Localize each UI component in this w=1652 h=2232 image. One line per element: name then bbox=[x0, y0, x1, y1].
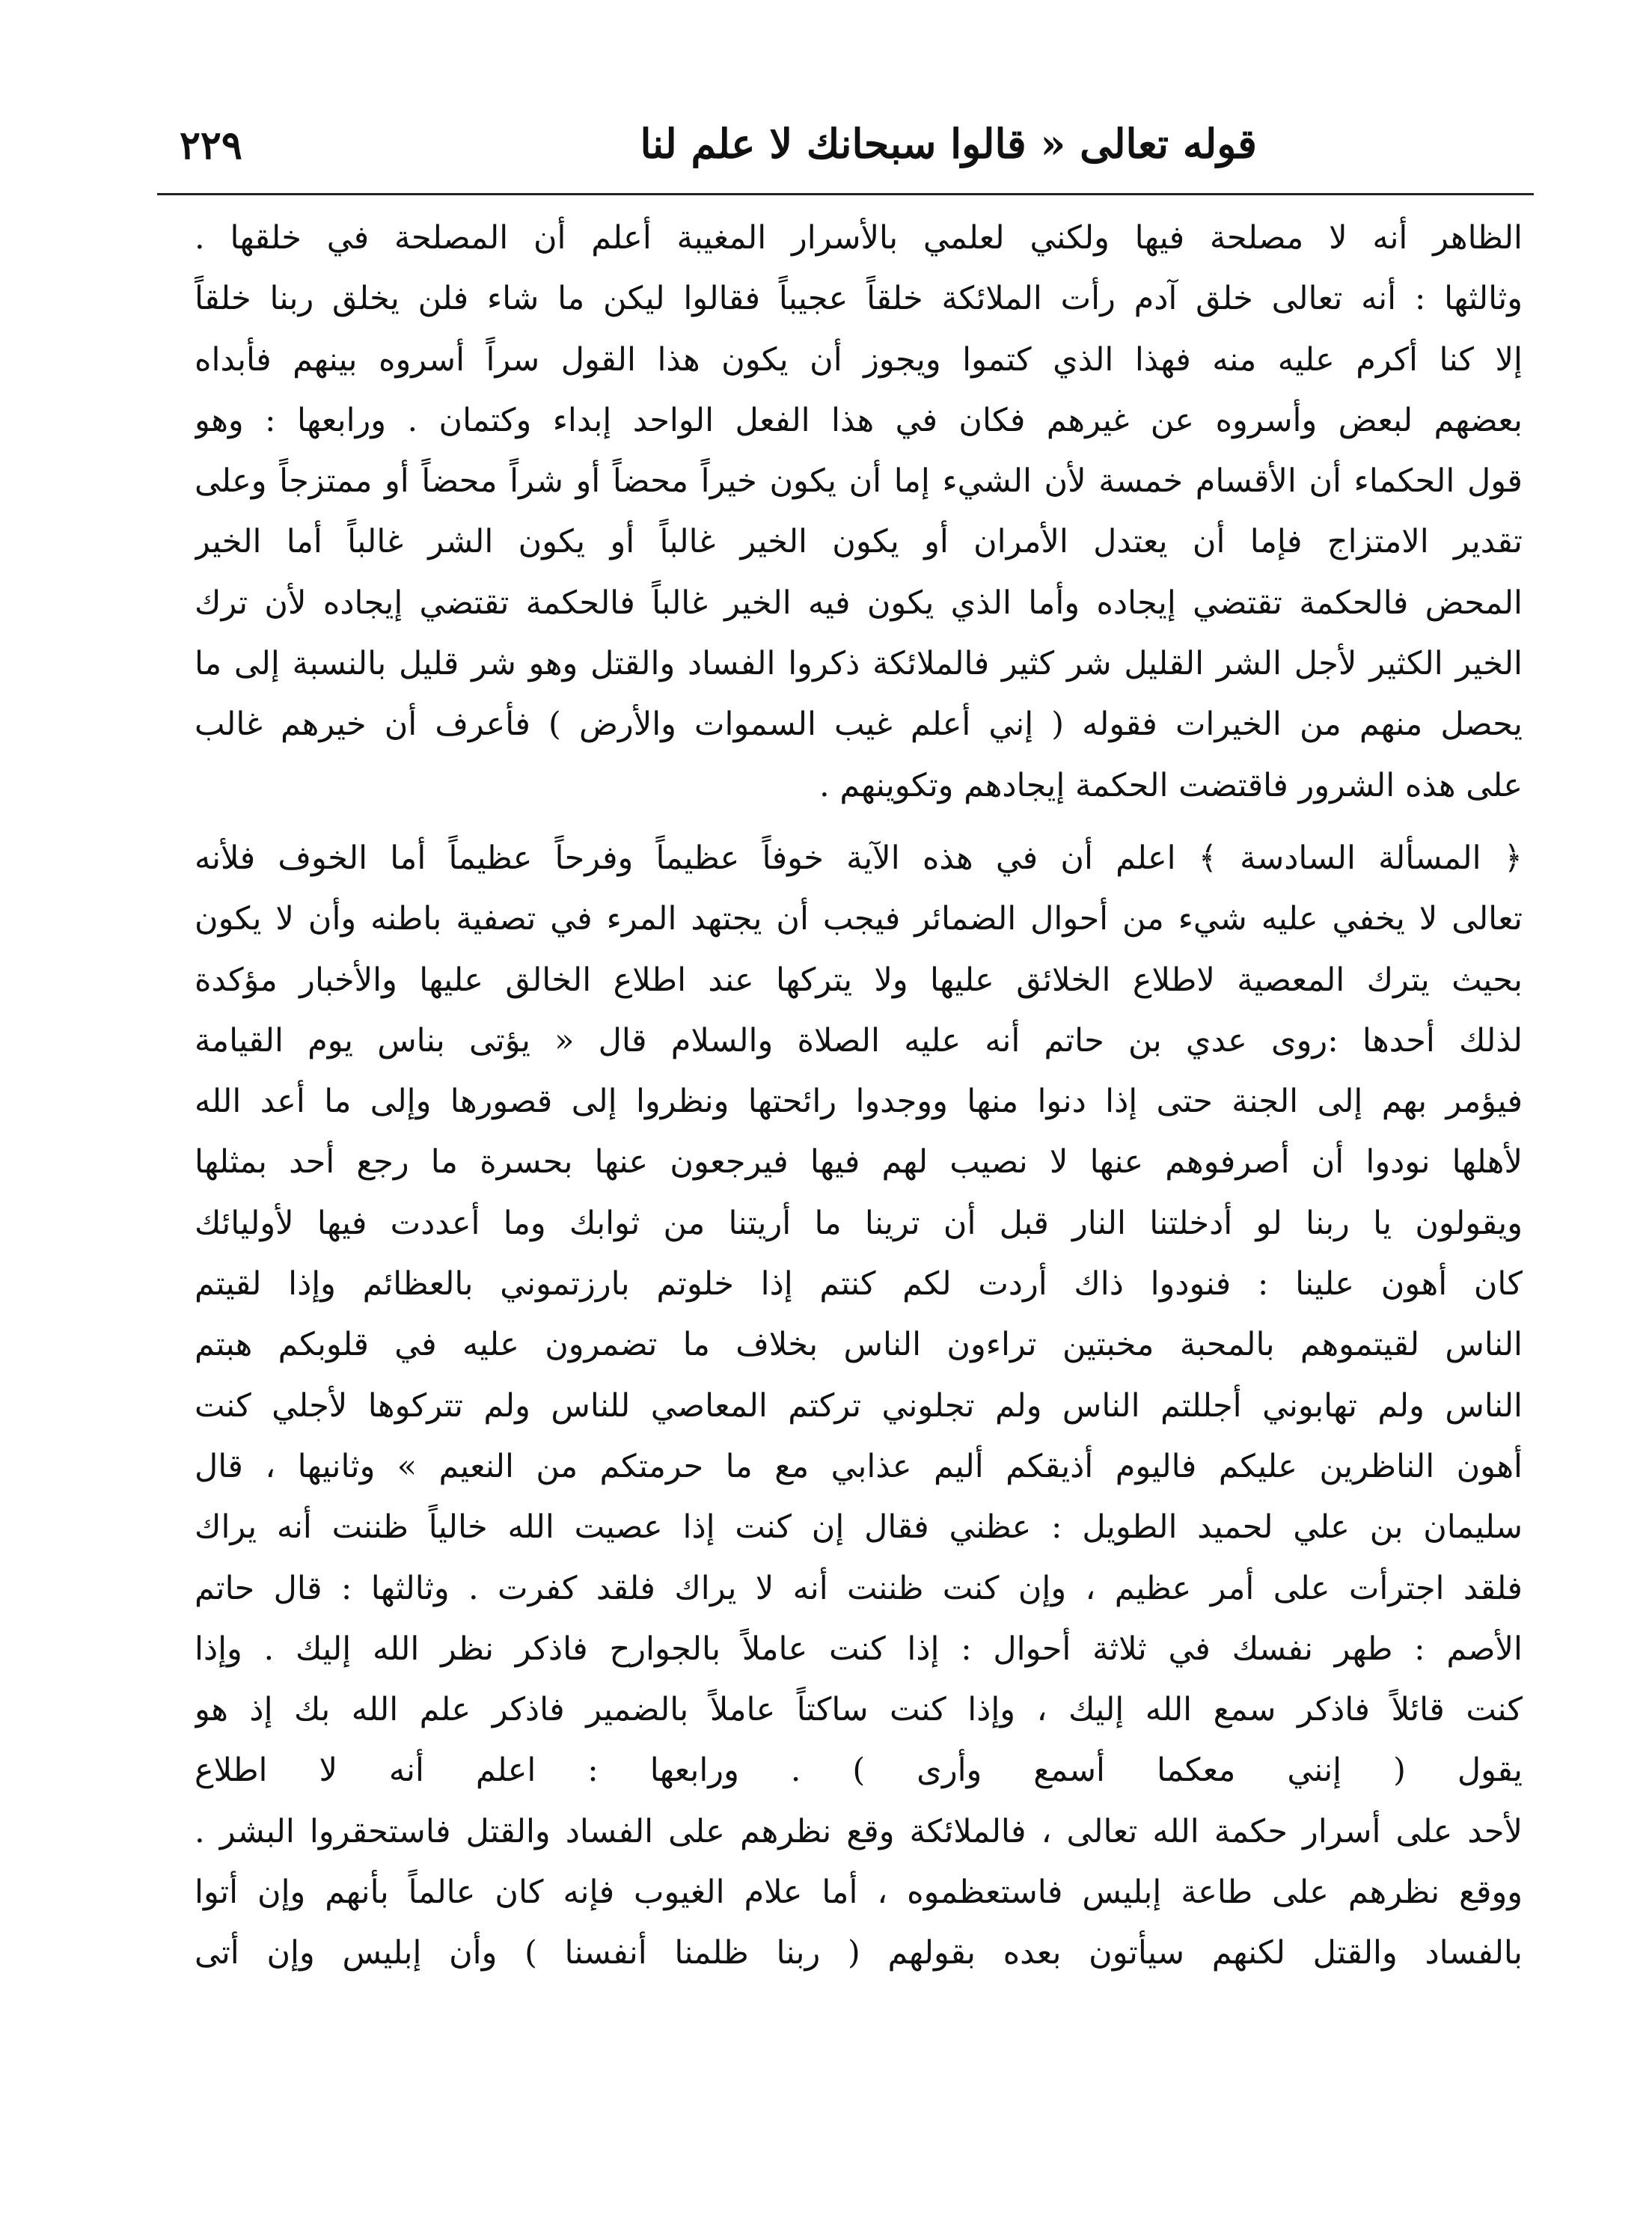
text-line: تقدير الامتزاج فإما أن يعتدل الأمران أو يكون الخير غالباً أو يكون الشر غالباً أما الخير bbox=[195, 523, 1523, 561]
text-line: لأهلها نودوا أن أصرفوهم عنها لا نصيب لهم فيها فيرجعون عنها بحسرة ما رجع أحد بمثلها bbox=[195, 1143, 1523, 1181]
text-line: سليمان بن علي لحميد الطويل : عظني فقال إن كنت إذا عصيت الله خالياً ظننت أنه يراك bbox=[195, 1508, 1523, 1547]
text-line: الخير الكثير لأجل الشر القليل شر كثير فالملائكة ذكروا الفساد والقتل وهو شر قليل بالنسبة إلى ما bbox=[195, 645, 1523, 683]
header-rule bbox=[157, 193, 1534, 195]
text-line: الناس ولم تهابوني أجللتم الناس ولم تجلوني تركتم المعاصي للناس ولم تتركوها لأجلي كنت bbox=[195, 1386, 1523, 1425]
text-line: أهون الناظرين عليكم فاليوم أذيقكم أليم عذابي مع ما حرمتكم من النعيم » وثانيها ، قال bbox=[195, 1447, 1523, 1485]
paragraph-2 bbox=[195, 828, 1523, 1984]
text-line: لأحد على أسرار حكمة الله تعالى ، فالملائكة وقع نظرهم على الفساد والقتل فاستحقروا البشر . bbox=[195, 1812, 1523, 1850]
text-line: وثالثها : أنه تعالى خلق آدم رأت الملائكة خلقاً عجيباً فقالوا ليكن ما شاء فلن يخلق ربنا خلقاً bbox=[195, 280, 1523, 318]
text-line: قول الحكماء أن الأقسام خمسة لأن الشيء إما أن يكون خيراً محضاً أو شراً محضاً أو ممتزجاً وعلى bbox=[195, 462, 1523, 501]
running-header bbox=[157, 112, 1504, 195]
text-line: ووقع نظرهم على طاعة إبليس فاستعظموه ، أما علام الغيوب فإنه كان عالماً بأنهم وإن أتوا bbox=[195, 1874, 1523, 1912]
text-line: على هذه الشرور فاقتضت الحكمة إيجادهم وتكوينهم . bbox=[819, 766, 1523, 804]
text-line: الأصم : طهر نفسك في ثلاثة أحوال : إذا كنت عاملاً بالجوارح فاذكر نظر الله إليك . وإذا bbox=[195, 1630, 1523, 1668]
text-line: كان أهون علينا : فنودوا ذاك أردت لكم كنتم إذا خلوتم بارزتموني بالعظائم وإذا لقيتم bbox=[195, 1265, 1523, 1303]
text-line: كنت قائلاً فاذكر سمع الله إليك ، وإذا كنت ساكتاً عاملاً بالضمير فاذكر علم الله بك إذ هو bbox=[195, 1691, 1523, 1729]
text-line: بالفساد والقتل لكنهم سيأتون بعده بقولهم ( ربنا ظلمنا أنفسنا ) وأن إبليس وإن أتى bbox=[195, 1934, 1523, 1972]
text-line: لذلك أحدها :روى عدي بن حاتم أنه عليه الصلاة والسلام قال « يؤتى بناس يوم القيامة bbox=[195, 1021, 1523, 1060]
text-line: ﴿ المسألة السادسة ﴾ اعلم أن في هذه الآية خوفاً عظيماً وفرحاً عظيماً أما الخوف فلأنه bbox=[195, 839, 1523, 877]
text-line: فيؤمر بهم إلى الجنة حتى إذا دنوا منها ووجدوا رائحتها ونظروا إلى قصورها وإلى ما أعد الله bbox=[195, 1083, 1523, 1121]
paragraph-gap bbox=[195, 816, 1523, 828]
text-line: يحصل منهم من الخيرات فقوله ( إني أعلم غيب السموات والأرض ) فأعرف أن خيرهم غالب bbox=[195, 706, 1523, 744]
page-number: ٢٢٩ bbox=[180, 123, 242, 168]
text-line: الناس لقيتموهم بالمحبة مخبتين تراءون الناس بخلاف ما تضمرون عليه في قلوبكم هبتم bbox=[195, 1326, 1523, 1364]
text-line: إلا كنا أكرم عليه منه فهذا الذي كتموا ويجوز أن يكون هذا القول سراً أسروه بينهم فأبداه bbox=[195, 340, 1523, 379]
text-line: الظاهر أنه لا مصلحة فيها ولكني لعلمي بالأسرار المغيبة أعلم أن المصلحة في خلقها . bbox=[195, 219, 1523, 257]
text-line: المحض فالحكمة تقتضي إيجاده وأما الذي يكون فيه الخير غالباً فالحكمة تقتضي إيجاده لأن ترك bbox=[195, 584, 1523, 622]
paragraph-1 bbox=[195, 208, 1523, 816]
text-line: يقول ( إنني معكما أسمع وأرى ) . ورابعها : اعلم أنه لا اطلاع bbox=[195, 1752, 1523, 1790]
text-line: بحيث يترك المعصية لاطلاع الخلائق عليها ولا يتركها عند اطلاع الخالق عليها والأخبار مؤكدة bbox=[195, 961, 1523, 999]
text-line: تعالى لا يخفي عليه شيء من أحوال الضمائر فيجب أن يجتهد المرء في تصفية باطنه وأن لا يكون bbox=[195, 900, 1523, 938]
text-line: بعضهم لبعض وأسروه عن غيرهم فكان في هذا الفعل الواحد إبداء وكتمان . ورابعها : وهو bbox=[195, 401, 1523, 439]
body-text bbox=[195, 208, 1523, 1984]
header-title: قوله تعالى « قالوا سبحانك لا علم لنا bbox=[640, 120, 1257, 168]
text-line: فلقد اجترأت على أمر عظيم ، وإن كنت ظننت أنه لا يراك فلقد كفرت . وثالثها : قال حاتم bbox=[195, 1569, 1523, 1607]
text-line: ويقولون يا ربنا لو أدخلتنا النار قبل أن ترينا ما أريتنا من ثوابك وما أعددت فيها لأوليائك bbox=[195, 1204, 1523, 1242]
